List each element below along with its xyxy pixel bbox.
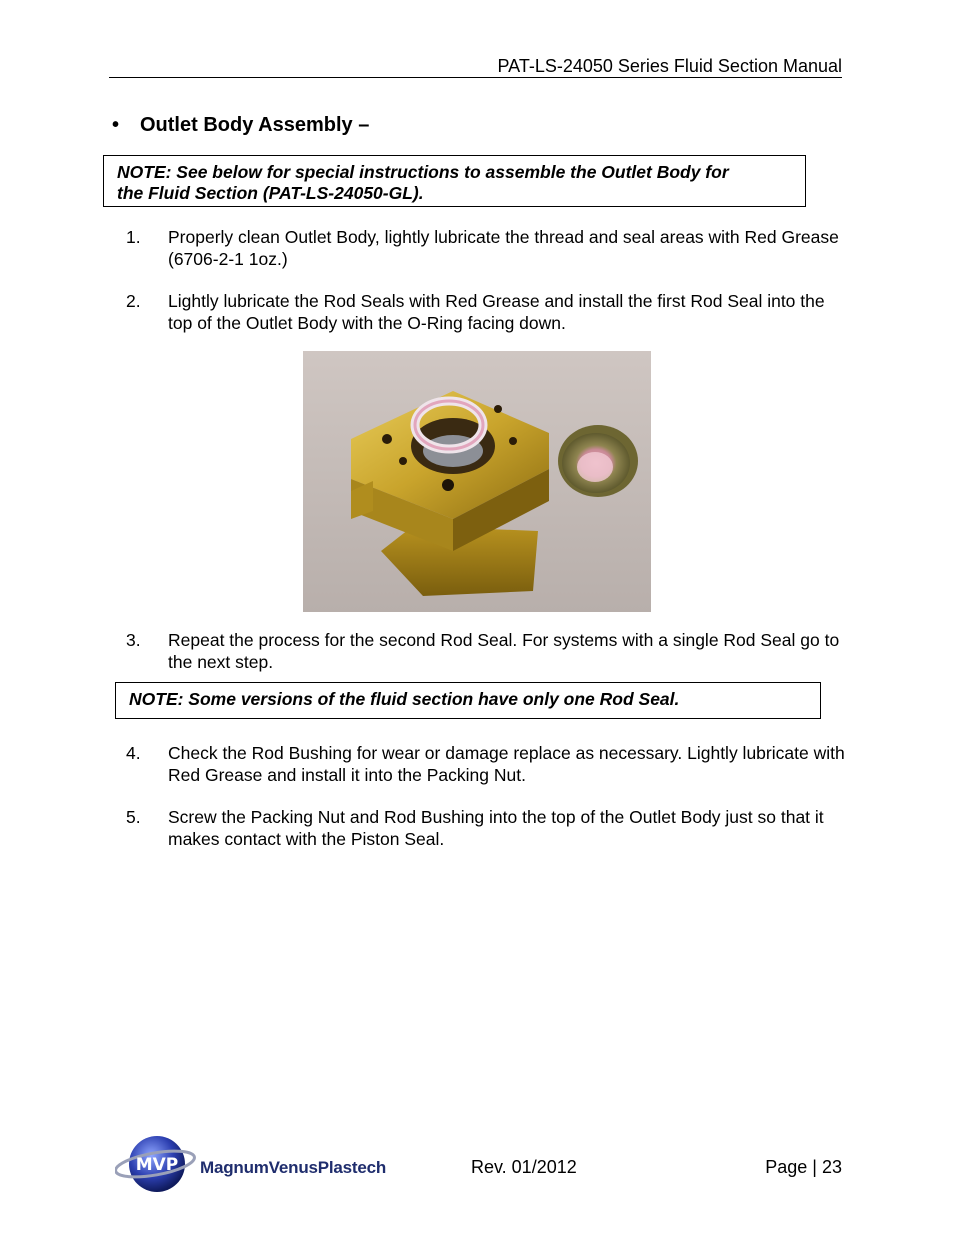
header-rule: [109, 77, 842, 78]
step-text: Repeat the process for the second Rod Seal. For systems with a single Rod Seal go to the next step.: [168, 630, 840, 672]
mvp-globe-icon: [115, 1132, 197, 1196]
step-number: 3.: [126, 630, 141, 650]
note-line: NOTE: Some versions of the fluid section have only one Rod Seal.: [129, 689, 680, 709]
step-text: Screw the Packing Nut and Rod Bushing into the top of the Outlet Body just so that it makes contact with the Piston Seal.: [168, 807, 824, 849]
revision-date: Rev. 01/2012: [471, 1157, 577, 1177]
step-number: 4.: [126, 743, 141, 763]
step-item: [126, 807, 846, 850]
step-text: Lightly lubricate the Rod Seals with Red Grease and install the first Rod Seal into the top of the Outlet Body with the O-Ring facing down.: [168, 291, 825, 333]
note-line: NOTE: See below for special instructions to assemble the Outlet Body for: [117, 162, 729, 182]
note-line: the Fluid Section (PAT-LS-24050-GL).: [117, 183, 424, 203]
page-number: Page | 23: [765, 1157, 842, 1177]
logo-text: MVP: [135, 1155, 179, 1175]
step-text: Properly clean Outlet Body, lightly lubricate the thread and seal areas with Red Grease (6706-2-1 1oz.): [168, 227, 839, 269]
section-heading: [112, 114, 369, 137]
brand-name: MagnumVenusPlastech: [200, 1158, 387, 1177]
note-box-single-rod-seal: [115, 682, 821, 719]
header-title: PAT-LS-24050 Series Fluid Section Manual: [497, 56, 842, 76]
step-item: [126, 291, 846, 334]
step-text: Check the Rod Bushing for wear or damage replace as necessary. Lightly lubricate with Red Grease and install it into the Packing Nut.: [168, 743, 845, 785]
note-box-special-instructions: [103, 155, 806, 207]
step-item: [126, 630, 846, 673]
step-number: 1.: [126, 227, 141, 247]
step-number: 2.: [126, 291, 141, 311]
section-heading-text: Outlet Body Assembly –: [140, 114, 370, 136]
bullet: •: [112, 114, 120, 136]
step-item: [126, 743, 846, 786]
outlet-body-photo: [303, 351, 651, 612]
company-logo: [115, 1132, 405, 1198]
step-item: [126, 227, 846, 270]
step-number: 5.: [126, 807, 141, 827]
